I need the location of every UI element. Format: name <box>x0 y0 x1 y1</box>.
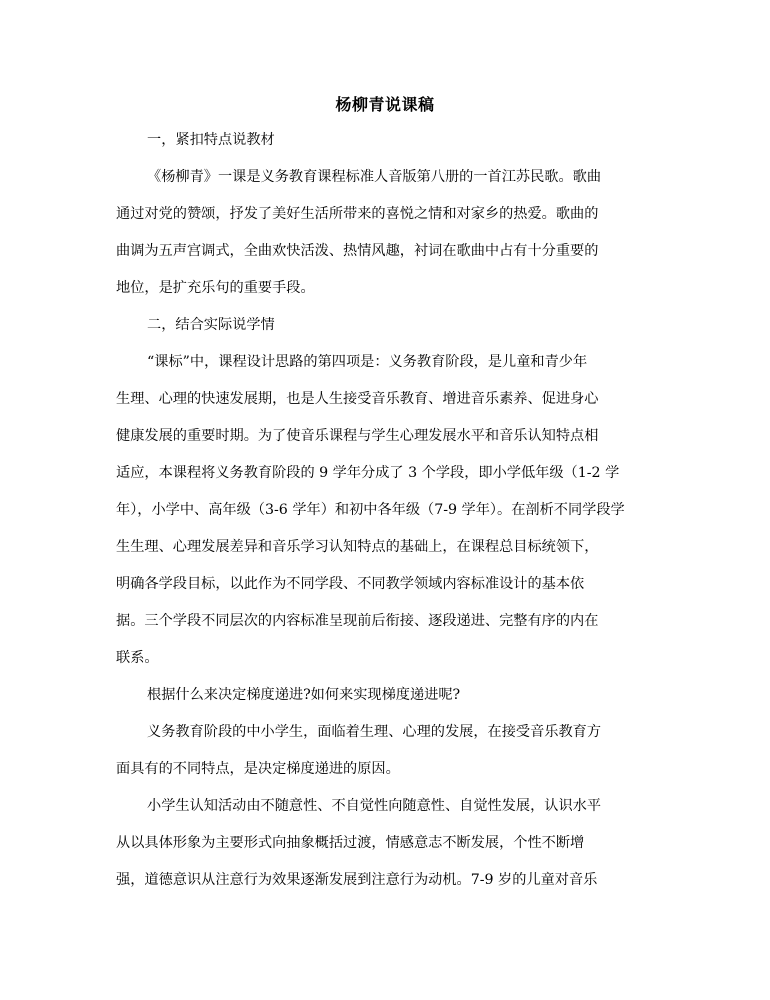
paragraph-line: “课标”中，课程设计思路的第四项是：义务教育阶段，是儿童和青少年 <box>147 354 588 370</box>
paragraph-line: 联系。 <box>116 650 159 666</box>
section-heading-2: 二，结合实际说学情 <box>147 317 275 333</box>
paragraph-line: 义务教育阶段的中小学生，面临着生理、心理的发展，在接受音乐教育方 <box>147 724 602 740</box>
paragraph-line: 年），小学中、高年级（3-6 学年）和初中各年级（7-9 学年）。在剖析不同学段学 <box>116 502 625 518</box>
paragraph-line: 明确各学段目标，以此作为不同学段、不同教学领域内容标准设计的基本依 <box>116 576 585 592</box>
paragraph-line: 生生理、心理发展差异和音乐学习认知特点的基础上，在课程总目标统领下， <box>116 539 599 555</box>
paragraph-line: 据。三个学段不同层次的内容标准呈现前后衔接、逐段递进、完整有序的内在 <box>116 613 599 629</box>
section-heading-1: 一，紧扣特点说教材 <box>147 132 275 148</box>
paragraph-line: 健康发展的重要时期。为了使音乐课程与学生心理发展水平和音乐认知特点相 <box>116 428 599 444</box>
paragraph-line: 面具有的不同特点，是决定梯度递进的原因。 <box>116 761 400 777</box>
paragraph-line: 小学生认知活动由不随意性、不自觉性向随意性、自觉性发展，认识水平 <box>147 798 602 814</box>
paragraph-line: 通过对党的赞颂，抒发了美好生活所带来的喜悦之情和对家乡的热爱。歌曲的 <box>116 206 599 222</box>
paragraph-line: 适应，本课程将义务教育阶段的 9 学年分成了 3 个学段，即小学低年级（1-2 学 <box>116 465 620 481</box>
paragraph-line: 生理、心理的快速发展期，也是人生接受音乐教育、增进音乐素养、促进身心 <box>116 391 599 407</box>
paragraph-line: 《杨柳青》一课是义务教育课程标准人音版第八册的一首江苏民歌。歌曲 <box>147 169 602 185</box>
paragraph-line: 地位，是扩充乐句的重要手段。 <box>116 280 315 296</box>
paragraph-line: 从以具体形象为主要形式向抽象概括过渡，情感意志不断发展，个性不断增 <box>116 835 585 851</box>
question-line: 根据什么来决定梯度递进?如何来实现梯度递进呢? <box>147 687 461 703</box>
paragraph-line: 强，道德意识从注意行为效果逐渐发展到注意行为动机。7-9 岁的儿童对音乐 <box>116 872 598 888</box>
document-title: 杨柳青说课稿 <box>335 95 435 114</box>
paragraph-line: 曲调为五声宫调式，全曲欢快活泼、热情风趣，衬词在歌曲中占有十分重要的 <box>116 243 599 259</box>
